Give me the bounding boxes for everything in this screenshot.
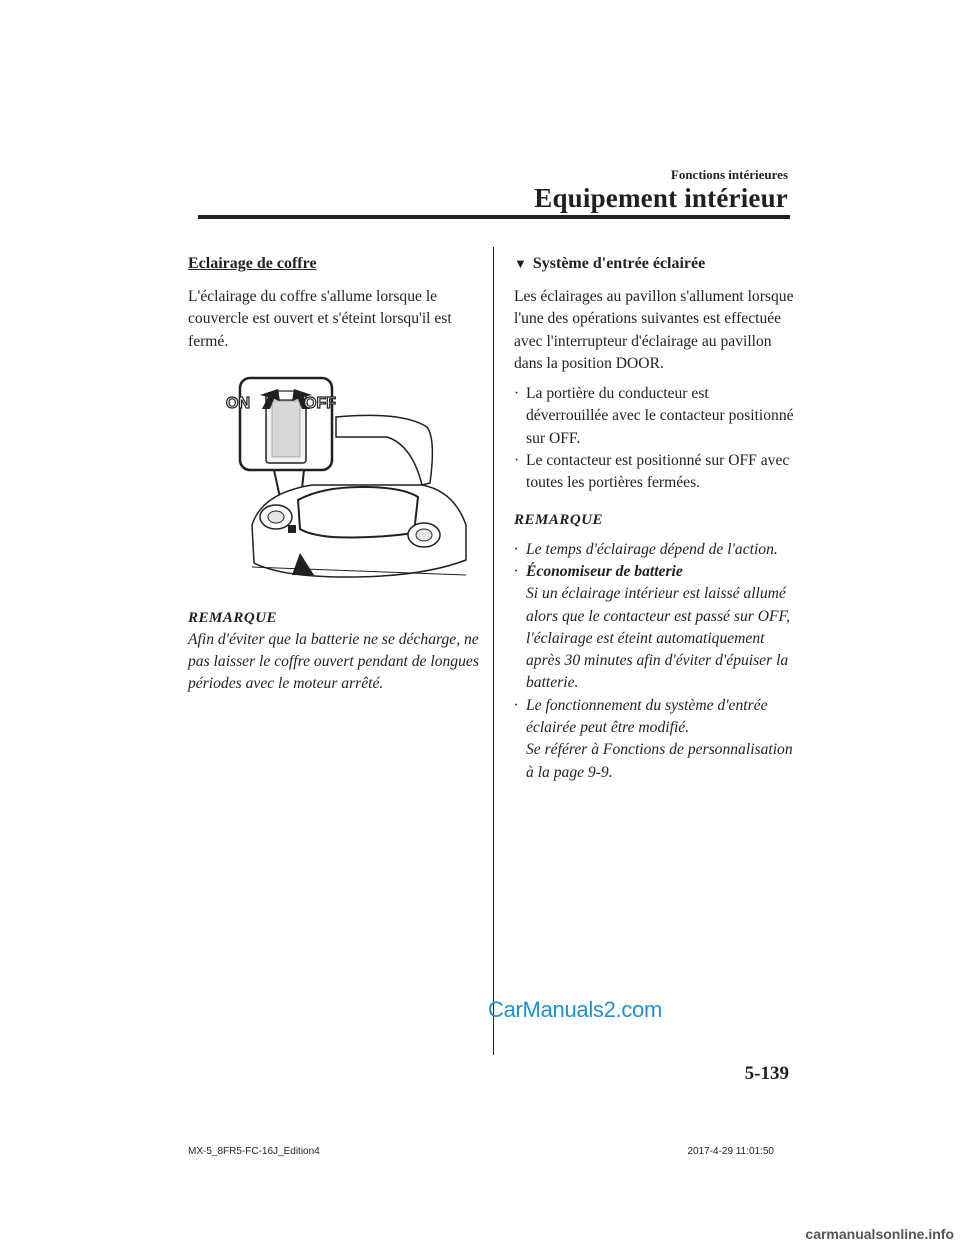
right-column [514, 254, 794, 784]
illuminated-entry-intro: Les éclairages au pavillon s'allument lorsque l'une des opérations suivantes est effectuée avec l'interrupteur d'éclairage au pavillon dans la position DOOR. [514, 288, 794, 372]
header-rule [198, 215, 790, 219]
trunk-illustration [222, 375, 472, 587]
watermark: CarManuals2.com [488, 997, 663, 1022]
column-divider [493, 247, 494, 1055]
footer-left: MX-5_8FR5-FC-16J_Edition4 [188, 1146, 320, 1157]
trunk-light-body: L'éclairage du coffre s'allume lorsque le couvercle est ouvert et s'éteint lorsqu'il est fermé. [188, 288, 452, 350]
header-section: Fonctions intérieures [670, 167, 788, 182]
list-item: · Économiseur de batterie Si un éclairage intérieur est laissé allumé alors que le contacteur est passé sur OFF, l'éclairage est éteint automatiquement après 30 minutes afin d'éviter d'épuiser la batterie. [514, 562, 790, 692]
page-number: 5-139 [744, 1063, 789, 1084]
conditions-list [514, 383, 794, 494]
list-item: · Le contacteur est positionné sur OFF avec toutes les portières fermées. [514, 452, 790, 492]
triangle-marker-icon: ▼ [514, 256, 527, 271]
trunk-light-figure [222, 375, 472, 587]
list-item: · La portière du conducteur est déverrouillée avec le contacteur positionné sur OFF. [514, 385, 794, 447]
section-title-trunk-light: Eclairage de coffre [188, 255, 317, 272]
left-note-title: REMARQUE [188, 609, 278, 626]
left-column [188, 254, 483, 696]
site-mark: carmanualsonline.info [805, 1226, 954, 1242]
footer-right: 2017-4-29 11:01:50 [687, 1146, 774, 1157]
list-item: · Le temps d'éclairage dépend de l'action. [514, 540, 778, 558]
right-note-title: REMARQUE [514, 511, 604, 528]
label-off: OFF [304, 394, 336, 412]
note-list [514, 539, 794, 784]
list-item: · Le fonctionnement du système d'entrée éclairée peut être modifié. Se référer à Fonctions de personnalisation à la page 9-9. [514, 696, 793, 781]
right-note [514, 509, 794, 784]
section-title-illuminated-entry: ▼ Système d'entrée éclairée [514, 255, 706, 272]
label-on: ON [226, 394, 250, 412]
header-title: Equipement intérieur [534, 183, 788, 213]
left-note-text: Afin d'éviter que la batterie ne se décharge, ne pas laisser le coffre ouvert pendant de longues périodes avec le moteur arrêté. [188, 630, 479, 693]
